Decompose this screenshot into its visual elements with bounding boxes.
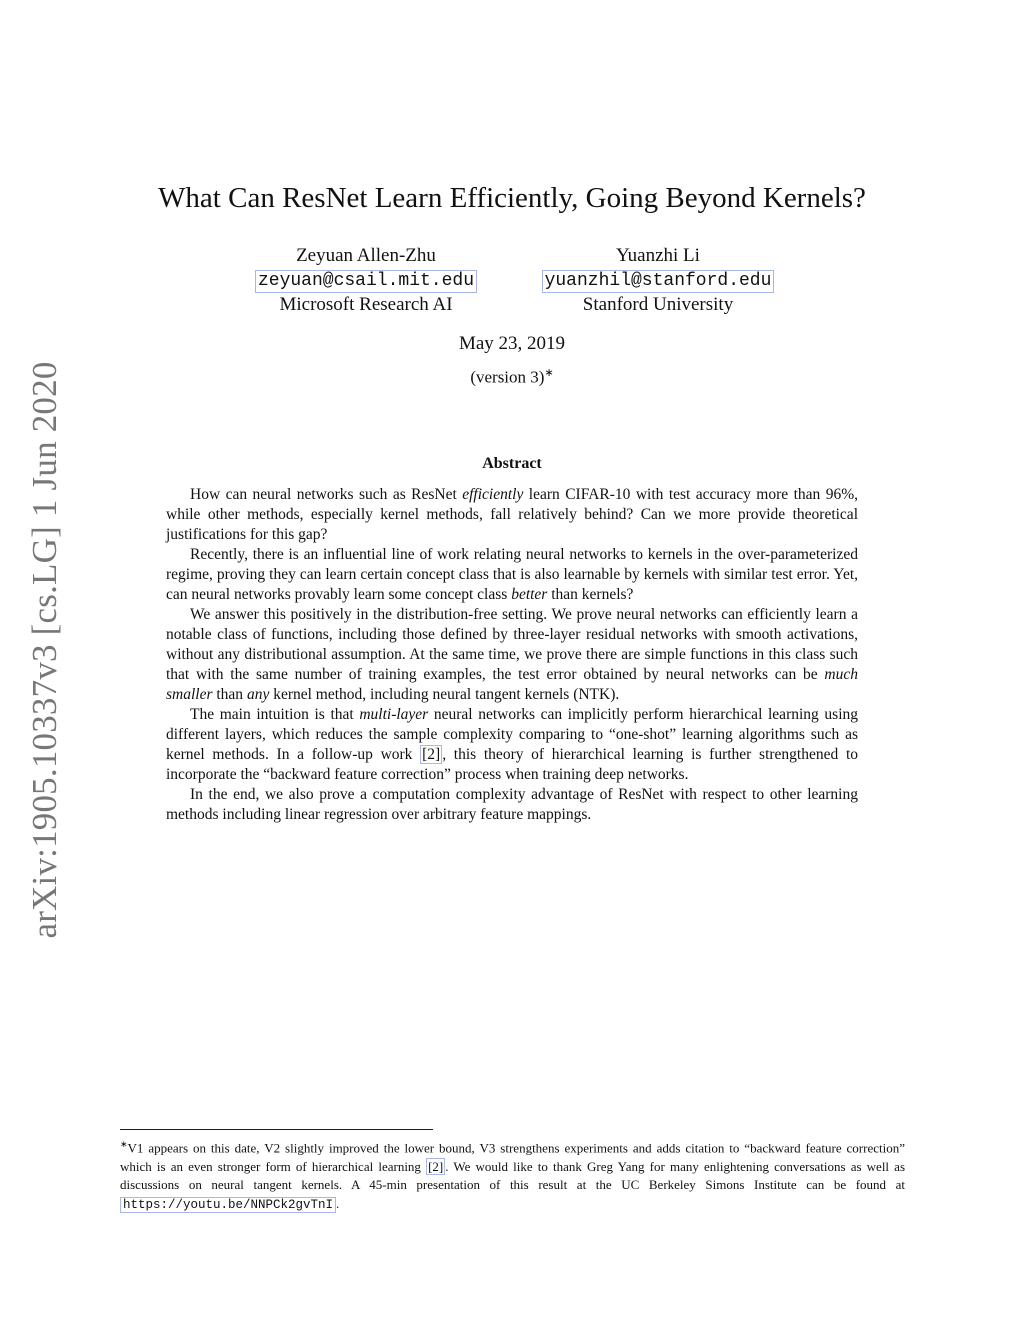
footnote-marker: ∗ <box>120 1139 128 1149</box>
emphasis-text: efficiently <box>462 486 524 503</box>
abstract-paragraph <box>166 545 858 605</box>
emphasis-text: multi-layer <box>359 706 429 723</box>
text-run: than kernels? <box>547 586 634 603</box>
author-email-link[interactable]: yuanzhil@stanford.edu <box>542 270 775 293</box>
version-text: (version 3) <box>470 367 545 387</box>
video-url-link[interactable]: https://youtu.be/NNPCk2gvTnI <box>120 1197 336 1213</box>
text-run: . <box>336 1195 340 1211</box>
text-run: neural networks can implicitly perform hierarchical learning using different layers, which reduces the sample complexity comparing to “one-shot” learning algorithms such as kernel methods. In a follow-up work <box>166 706 858 763</box>
author-affiliation: Microsoft Research AI <box>279 294 453 315</box>
abstract-paragraph <box>166 605 858 705</box>
abstract-body <box>166 485 858 825</box>
arxiv-identifier: arXiv:1905.10337v3 [cs.LG] 1 Jun 2020 <box>25 361 64 939</box>
paper-date: May 23, 2019 <box>458 333 566 354</box>
text-run: Recently, there is an influential line of work relating neural networks to kernels in the over-parameterized regime, proving they can learn certain concept class that is also learnable by kernels with similar test error. Yet, can neural networks provably learn some concept class <box>166 546 858 603</box>
text-run: kernel method, including neural tangent kernels (NTK). <box>269 686 620 703</box>
text-run: , this theory of hierarchical learning is further strengthened to incorporate the “backward feature correction” process when training deep networks. <box>166 746 858 783</box>
citation-link[interactable]: [2] <box>428 1158 444 1174</box>
text-run: than <box>212 686 247 703</box>
text-run: learn CIFAR-10 with test accuracy more than 96%, while other methods, especially kernel methods, fall relatively behind? Can we more provide theoretical justifications for this gap? <box>166 486 858 543</box>
footnote-divider <box>120 1129 433 1130</box>
text-run: How can neural networks such as ResNet <box>190 486 463 503</box>
citation-link[interactable]: [2] <box>422 746 441 763</box>
author-block <box>0 244 1024 324</box>
emphasis-text: much smaller <box>166 666 858 703</box>
author-1 <box>226 244 506 317</box>
emphasis-text: any <box>246 686 270 703</box>
text-run: The main intuition is that <box>190 706 360 723</box>
text-run: We answer this positively in the distribution-free setting. We prove neural networks can efficiently learn a notable class of functions, including those defined by three-layer residual networks with smooth activations, without any distributional assumption. At the same time, we prove there are simple functions in this class such that with the same number of training examples, the test error obtained by neural networks can be <box>166 606 858 683</box>
text-run: V1 appears on this date, V2 slightly improved the lower bound, V3 strengthens experiments and adds citation to “backward feature correction” which is an even stronger form of hierarchical learning <box>120 1140 905 1174</box>
abstract-paragraph: In the end, we also prove a computation complexity advantage of ResNet with respect to other learning methods including linear regression over arbitrary feature mappings. <box>166 786 858 823</box>
author-email-link[interactable]: zeyuan@csail.mit.edu <box>255 270 477 293</box>
emphasis-text: better <box>511 586 548 603</box>
paper-title: What Can ResNet Learn Efficiently, Going Beyond Kernels? <box>158 182 866 214</box>
author-2 <box>518 244 798 317</box>
abstract-heading: Abstract <box>482 455 542 472</box>
paper-version <box>0 366 1024 388</box>
footnote-marker[interactable]: ∗ <box>544 367 554 379</box>
author-affiliation: Stanford University <box>582 294 734 315</box>
author-name: Zeyuan Allen-Zhu <box>296 245 436 266</box>
author-name: Yuanzhi Li <box>616 245 700 266</box>
text-run: . We would like to thank Greg Yang for many enlightening conversations as well as discussions on neural tangent kernels. A 45-min presentation of this result at the UC Berkeley Simons Institute can be found at <box>120 1158 905 1193</box>
footnote <box>120 1135 905 1214</box>
arxiv-sidebar <box>20 361 70 939</box>
abstract-paragraph <box>166 485 858 545</box>
abstract-paragraph <box>166 705 858 785</box>
